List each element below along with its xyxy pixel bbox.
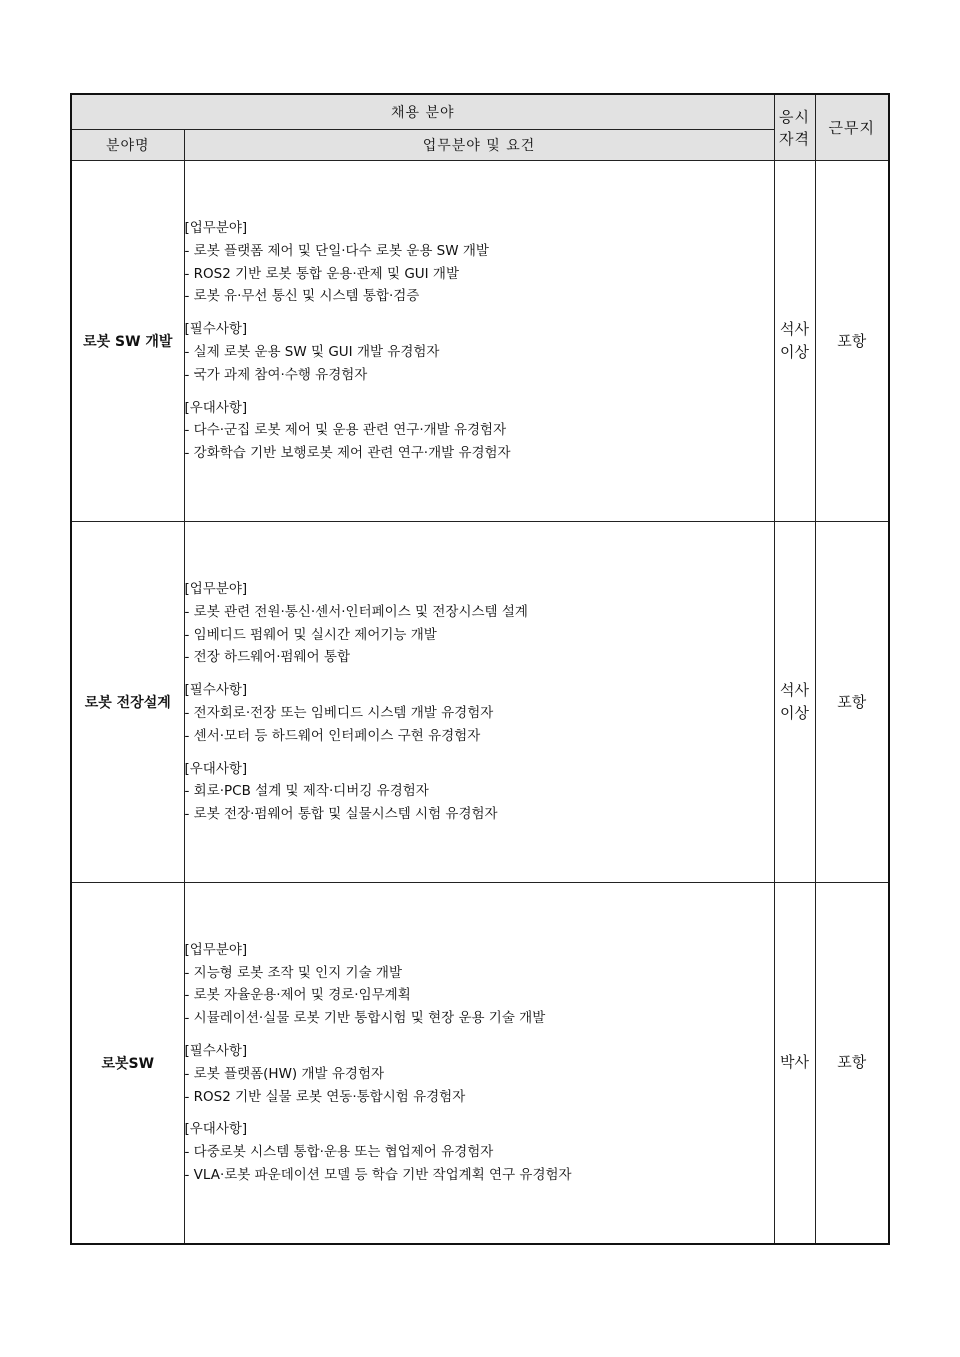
field-name-header: 분야명 [71,130,184,161]
list-item: - 국가 과제 참여·수행 유경험자 [184,366,368,383]
list-item: - VLA·로봇 파운데이션 모델 등 학습 기반 작업계획 연구 유경험자 [184,1166,572,1183]
qualification-line1: 석사 [780,320,809,338]
qualification-cell [774,161,815,522]
duties-cell [184,161,774,522]
list-item: - 전자회로·전장 또는 임베디드 시스템 개발 유경험자 [184,705,494,721]
section-preferred [185,758,774,826]
section-duties [185,217,774,308]
list-item: - 회로·PCB 설계 및 제작·디버깅 유경험자 [184,783,429,800]
list-item: - 로봇 유·무선 통신 및 시스템 통합·검증 [184,288,420,305]
list-item: - 로봇 전장·펌웨어 통합 및 실물시스템 시험 유경험자 [184,806,498,823]
section-preferred [185,1118,774,1186]
field-name: 로봇SW [71,883,184,1244]
qualification-header-line2: 자격 [779,129,810,148]
qualification-line2: 이상 [780,343,809,361]
table-row [71,883,889,1244]
duties-cell [184,522,774,883]
field-name: 로봇 SW 개발 [71,161,184,522]
list-item: - 로봇 자율운용·제어 및 경로·임무계획 [184,987,411,1004]
list-item: - 실제 로봇 운용 SW 및 GUI 개발 유경험자 [184,344,440,360]
list-item: - 센서·모터 등 하드웨어 인터페이스 구현 유경험자 [184,727,481,744]
list-item: - 시뮬레이션·실물 로봇 기반 통합시험 및 현장 운용 기술 개발 [184,1010,546,1027]
section-heading: [우대사항] [184,399,248,416]
recruitment-table [70,93,890,1245]
location-header: 근무지 [815,94,889,161]
table-row [71,522,889,883]
section-required [185,679,774,747]
section-required [185,318,774,386]
qualification-header-line1: 응시 [779,107,810,126]
section-required [185,1040,774,1108]
section-heading: [업무분야] [184,581,248,598]
list-item: - 다수·군집 로봇 제어 및 운용 관련 연구·개발 유경험자 [184,422,507,439]
list-item: - 로봇 플랫폼 제어 및 단일·다수 로봇 운용 SW 개발 [184,242,489,259]
qualification-cell: 박사 [774,883,815,1244]
location-cell: 포항 [815,161,889,522]
list-item: - ROS2 기반 로봇 통합 운용·관제 및 GUI 개발 [184,265,460,282]
list-item: - 임베디드 펌웨어 및 실시간 제어기능 개발 [184,626,437,643]
qualification-line2: 이상 [780,704,809,722]
section-heading: [필수사항] [184,1042,248,1059]
list-item: - 강화학습 기반 보행로봇 제어 관련 연구·개발 유경험자 [184,445,511,462]
list-item: - 지능형 로봇 조작 및 인지 기술 개발 [184,964,402,981]
section-heading: [업무분야] [184,941,248,958]
table-row [71,161,889,522]
list-item: - 로봇 플랫폼(HW) 개발 유경험자 [184,1065,385,1082]
list-item: - 로봇 관련 전원·통신·센서·인터페이스 및 전장시스템 설계 [184,603,528,620]
list-item: - 전장 하드웨어·펌웨어 통합 [184,649,350,666]
section-heading: [필수사항] [184,321,248,338]
location-cell: 포항 [815,522,889,883]
field-name: 로봇 전장설계 [71,522,184,883]
section-preferred [185,397,774,465]
duties-header: 업무분야 및 요건 [184,130,774,161]
list-item: - 다중로봇 시스템 통합·운용 또는 협업제어 유경험자 [184,1144,494,1161]
section-heading: [업무분야] [184,220,248,237]
section-duties [185,578,774,669]
section-heading: [필수사항] [184,682,248,699]
duties-cell [184,883,774,1244]
qualification-cell [774,522,815,883]
qualification-header [774,94,815,161]
section-heading: [우대사항] [184,760,248,777]
section-duties [185,939,774,1030]
list-item: - ROS2 기반 실물 로봇 연동·통합시험 유경험자 [184,1088,466,1105]
recruitment-field-header: 채용 분야 [71,94,774,130]
section-heading: [우대사항] [184,1121,248,1138]
location-cell: 포항 [815,883,889,1244]
qualification-line1: 석사 [780,681,809,699]
